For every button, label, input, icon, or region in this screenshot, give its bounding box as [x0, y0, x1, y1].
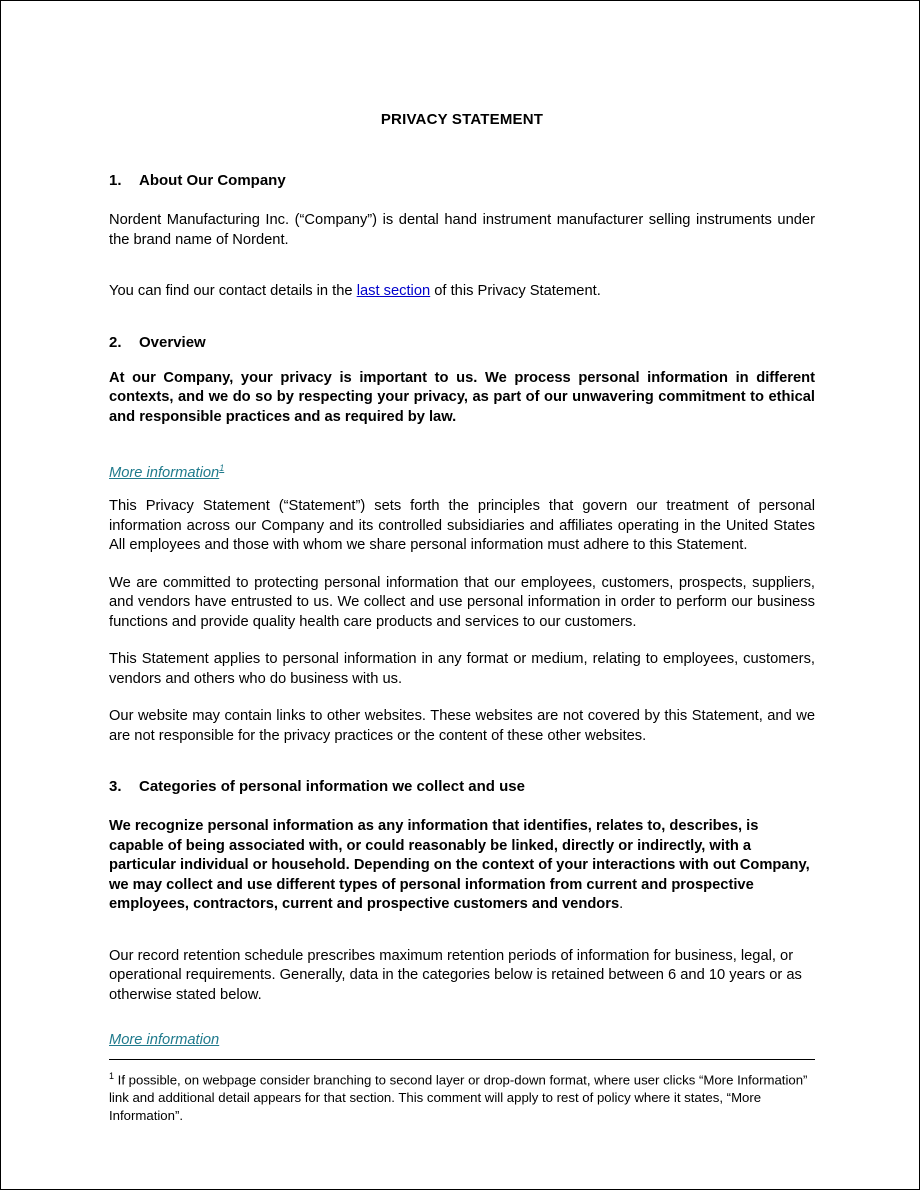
section-title-3: Categories of personal information we collect and use [139, 778, 525, 796]
contact-paragraph-text: You can find our contact details in the [109, 283, 357, 299]
document-body [109, 1, 815, 1051]
footnote-reference-1[interactable]: 1 [219, 463, 225, 473]
section-3-lead [109, 817, 815, 915]
section-3-lead-text: We recognize personal information as any information that identifies, relates to, describes, is capable of being associated with, or could reasonably be linked, directly or indirectly, with a particular individual or household. Depending on the context of your interactions with out Company, we may collect and use different types of personal information from current and prospective employees, contractors, current and prospective customers and vendors [109, 818, 810, 913]
section-2-more-info [109, 459, 815, 483]
section-heading-1 [109, 172, 815, 189]
section-3-paragraph-1: Our record retention schedule prescribes maximum retention periods of information for business, legal, or operational requirements. Generally, data in the categories below is retained between 6 and 10 years or as otherwise stated below. [109, 947, 802, 1003]
section-1-contact-paragraph [109, 282, 815, 302]
section-2-paragraph-1: This Privacy Statement (“Statement”) sets forth the principles that govern our treatment of personal information across our Company and its controlled subsidiaries and affiliates operating in the United States All employees and those with whom we share personal information must adhere to this Statement. [109, 498, 815, 554]
section-number-2: 2. [109, 333, 122, 351]
section-title-1: About Our Company [139, 172, 286, 189]
footnote-1 [109, 1067, 815, 1125]
section-2-paragraph-2: We are committed to protecting personal information that our employees, customers, prospects, suppliers, and vendors have entrusted to us. We collect and use personal information in order to perform our business functions and provide quality health care products and services to our customers. [109, 574, 815, 630]
section-2-paragraph-4: Our website may contain links to other websites. These websites are not covered by this Statement, and we are not responsible for the privacy practices or the content of these other websites. [109, 708, 815, 744]
section-3-lead-tail: . [619, 896, 624, 913]
section-1-paragraph-1: Nordent Manufacturing Inc. (“Company”) is dental hand instrument manufacturer selling instruments under the brand name of Nordent. [109, 212, 815, 248]
contact-paragraph-tail: of this Privacy Statement. [430, 283, 601, 299]
section-title-2: Overview [139, 333, 206, 351]
section-heading-3 [109, 778, 815, 795]
footnote-text: If possible, on webpage consider branching to second layer or drop-down format, where user clicks “More Information” link and additional detail appears for that section. This comment will apply to rest of policy where it states, “More Information”. [109, 1072, 808, 1124]
footnote-divider [109, 1059, 815, 1060]
section-2-paragraph-3: This Statement applies to personal information in any format or medium, relating to employees, customers, vendors and others who do business with us. [109, 651, 815, 687]
section-number-1: 1. [109, 172, 122, 189]
more-information-link-2[interactable]: More information [109, 1032, 220, 1049]
section-3-more-info [109, 1031, 815, 1051]
section-number-3: 3. [109, 778, 122, 796]
section-heading-2 [109, 334, 815, 351]
footnote-marker: 1 [109, 1071, 115, 1081]
section-2-lead: At our Company, your privacy is important to us. We process personal information in different contexts, and we do so by respecting your privacy, as part of our unwavering commitment to ethical and responsible practices and as required by law. [109, 369, 815, 425]
footnote-area [109, 1059, 815, 1125]
last-section-link[interactable]: last section [356, 283, 431, 299]
page-title: PRIVACY STATEMENT [380, 111, 544, 128]
more-information-link-1[interactable]: More information [109, 464, 220, 481]
